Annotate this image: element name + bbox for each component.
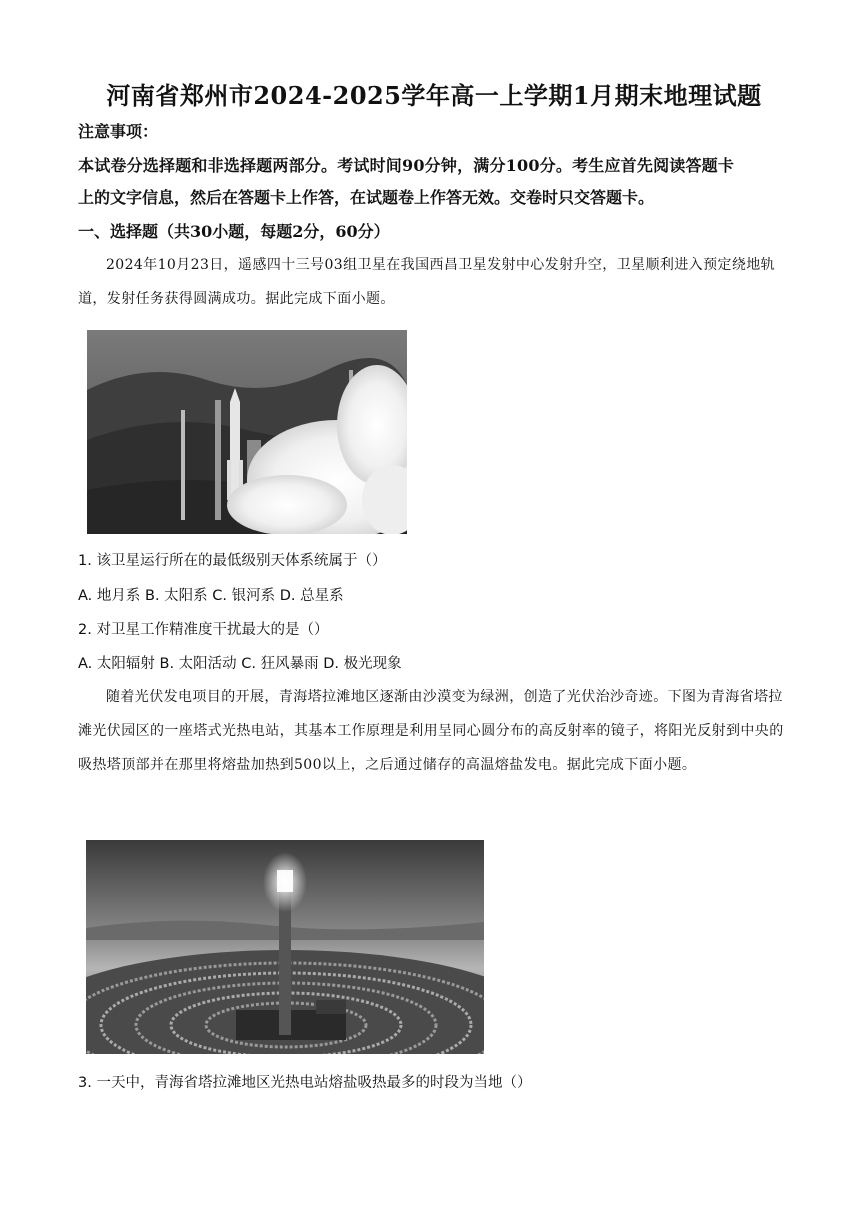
solar-tower-photo: [86, 840, 484, 1054]
passage-2: 随着光伏发电项目的开展，青海塔拉滩地区逐渐由沙漠变为绿洲，创造了光伏治沙奇迹。下图为青海省塔拉滩光伏园区的一座塔式光热电站，其基本工作原理是利用呈同心圆分布的高反射率的镜子，将阳光反射到中央的吸热塔顶部并在那里将熔盐加热到500以上，之后通过储存的高温熔盐发电。据此完成下面小题。: [78, 689, 784, 773]
question-2-options: A. 太阳辐射 B. 太阳活动 C. 狂风暴雨 D. 极光现象: [78, 656, 402, 672]
question-1-options: A. 地月系 B. 太阳系 C. 银河系 D. 总星系: [78, 588, 344, 604]
notice-heading: 注意事项：: [78, 122, 159, 141]
rocket-launch-photo: [87, 330, 407, 534]
question-2: 2. 对卫星工作精准度干扰最大的是（）: [78, 622, 329, 638]
page-title: 河南省郑州市2024-2025学年高一上学期1月期末地理试题: [106, 81, 762, 110]
question-1: 1. 该卫星运行所在的最低级别天体系统属于（）: [78, 553, 387, 569]
question-3: 3. 一天中，青海省塔拉滩地区光热电站熔盐吸热最多的时段为当地（）: [78, 1075, 532, 1091]
notice-line-2: 上的文字信息，然后在答题卡上作答，在试题卷上作答无效。交卷时只交答题卡。: [78, 188, 655, 207]
passage-1: 2024年10月23日，遥感四十三号03组卫星在我国西昌卫星发射中心发射升空，卫星顺利进入预定绕地轨道，发射任务获得圆满成功。据此完成下面小题。: [78, 257, 776, 307]
section-heading-choice: 一、选择题（共30小题，每题2分，60分）: [78, 222, 390, 241]
notice-line-1: 本试卷分选择题和非选择题两部分。考试时间90分钟，满分100分。考生应首先阅读答题卡: [78, 156, 735, 175]
